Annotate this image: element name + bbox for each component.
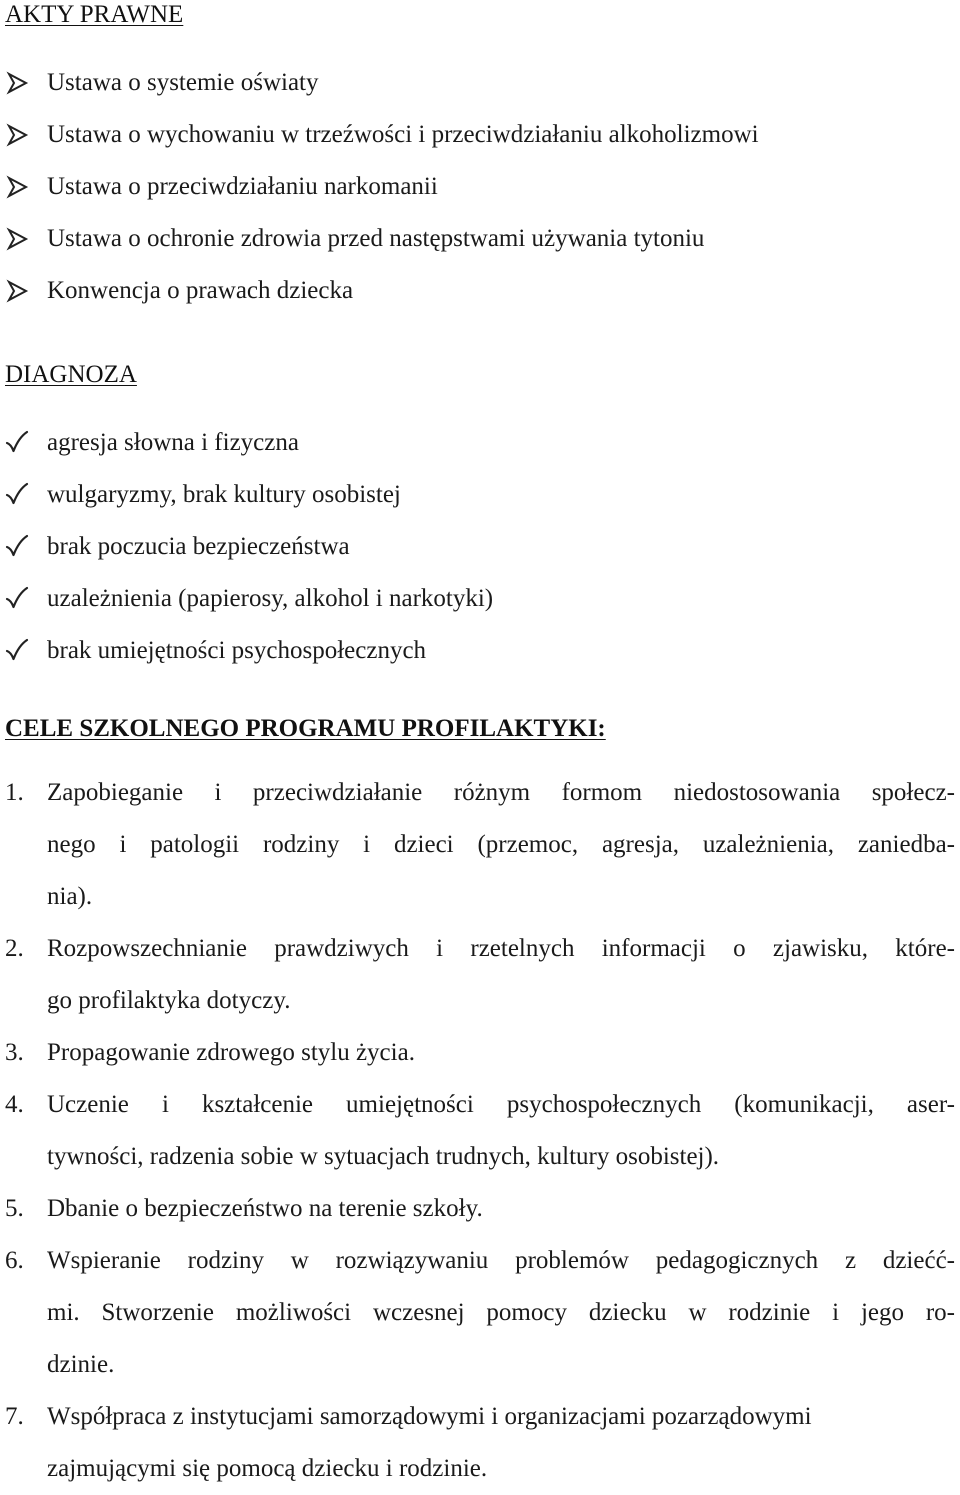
goal-number: 3. — [5, 1039, 24, 1066]
goal-item — [0, 767, 960, 923]
goal-line: go profilaktyka dotyczy. — [47, 987, 291, 1014]
goal-item — [0, 1235, 960, 1391]
list-item-text: brak poczucia bezpieczeństwa — [47, 533, 350, 560]
goal-line: Zapobieganie i przeciwdziałanie różnym formom niedostosowania społecz- — [47, 779, 955, 806]
goal-line: mi. Stworzenie możliwości wczesnej pomocy dziecku w rodzinie i jego ro- — [47, 1299, 955, 1326]
arrow-bullet-icon — [5, 175, 29, 199]
goal-item — [0, 1183, 960, 1235]
goal-line: nia). — [47, 883, 93, 910]
goal-line: tywności, radzenia sobie w sytuacjach trudnych, kultury osobistej). — [47, 1143, 720, 1170]
goal-number: 7. — [5, 1403, 24, 1430]
goal-line: Dbanie o bezpieczeństwo na terenie szkoły. — [47, 1195, 483, 1222]
checkmark-icon — [5, 638, 29, 662]
goal-line: Współpraca z instytucjami samorządowymi i organizacjami pozarządowymi — [47, 1403, 812, 1430]
heading-diagnosis: DIAGNOZA — [5, 361, 137, 388]
list-item-text: agresja słowna i fizyczna — [47, 429, 299, 456]
checkmark-icon — [5, 430, 29, 454]
arrow-bullet-icon — [5, 279, 29, 303]
checkmark-icon — [5, 482, 29, 506]
goal-item — [0, 923, 960, 1027]
goal-line: Wspieranie rodziny w rozwiązywaniu problemów pedagogicznych z dziećć- — [47, 1247, 955, 1274]
goal-number: 6. — [5, 1247, 24, 1274]
list-item-text: Konwencja o prawach dziecka — [47, 277, 354, 304]
goal-number: 4. — [5, 1091, 24, 1118]
checkmark-icon — [5, 534, 29, 558]
goals-list — [0, 767, 960, 1495]
goal-line: Rozpowszechnianie prawdziwych i rzetelnych informacji o zjawisku, które- — [47, 935, 955, 962]
goal-item — [0, 1027, 960, 1079]
goal-number: 1. — [5, 779, 24, 806]
heading-legal-acts: AKTY PRAWNE — [5, 1, 184, 28]
goal-line: Propagowanie zdrowego stylu życia. — [47, 1039, 415, 1066]
arrow-bullet-icon — [5, 71, 29, 95]
arrow-bullet-icon — [5, 227, 29, 251]
list-item-text: Ustawa o wychowaniu w trzeźwości i przeciwdziałaniu alkoholizmowi — [47, 121, 759, 148]
goal-line: Uczenie i kształcenie umiejętności psychospołecznych (komunikacji, aser- — [47, 1091, 955, 1118]
goal-line: dzinie. — [47, 1351, 115, 1378]
goal-number: 2. — [5, 935, 24, 962]
heading-program-goals: CELE SZKOLNEGO PROGRAMU PROFILAKTYKI: — [5, 715, 606, 742]
goal-item — [0, 1079, 960, 1183]
goal-number: 5. — [5, 1195, 24, 1222]
list-item-text: Ustawa o systemie oświaty — [47, 69, 319, 96]
goal-line: zajmującymi się pomocą dziecku i rodzinie. — [47, 1455, 488, 1482]
goal-item — [0, 1391, 960, 1495]
list-item-text: wulgaryzmy, brak kultury osobistej — [47, 481, 401, 508]
checkmark-icon — [5, 586, 29, 610]
goal-line: nego i patologii rodziny i dzieci (przemoc, agresja, uzależnienia, zaniedba- — [47, 831, 955, 858]
list-item-text: Ustawa o ochronie zdrowia przed następstwami używania tytoniu — [47, 225, 705, 252]
list-item-text: brak umiejętności psychospołecznych — [47, 637, 427, 664]
arrow-bullet-icon — [5, 123, 29, 147]
list-item-text: Ustawa o przeciwdziałaniu narkomanii — [47, 173, 438, 200]
list-item-text: uzależnienia (papierosy, alkohol i narkotyki) — [47, 585, 494, 612]
